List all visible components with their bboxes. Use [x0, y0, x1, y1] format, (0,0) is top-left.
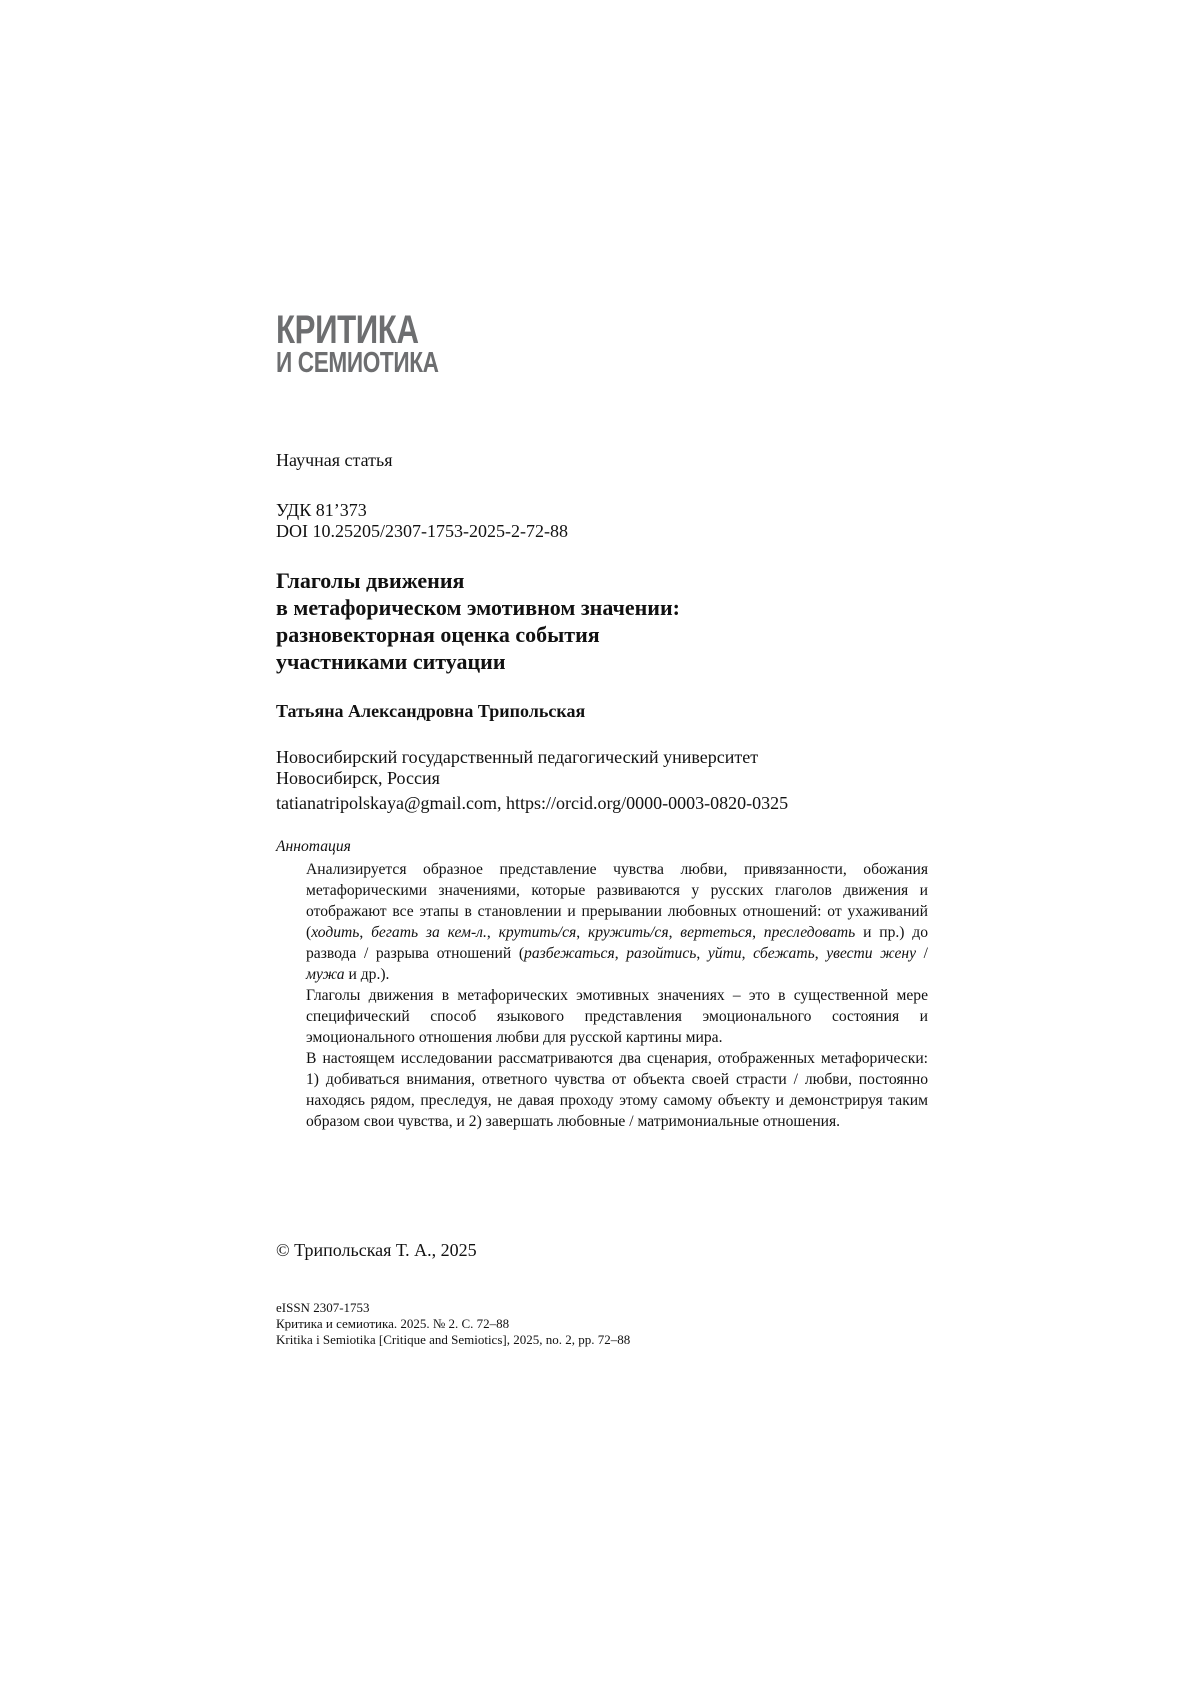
abstract-text: ,: [576, 924, 588, 941]
abstract-example-verb: кружить/ся: [588, 924, 669, 941]
abstract-example-verb: уйти: [707, 945, 742, 962]
citation-ru: Критика и семиотика. 2025. № 2. С. 72–88: [276, 1316, 510, 1331]
abstract-paragraph-2: Глаголы движения в метафорических эмотивных значениях – это в существенной мере специфический способ языкового представления эмоционального состояния и эмоционального отношения любви для русской картины мира.: [306, 987, 928, 1046]
abstract-example-verb: крутить/ся: [498, 924, 577, 941]
abstract-text: ,: [668, 924, 681, 941]
abstract-example-verb: разбежаться: [524, 945, 615, 962]
udk: УДК 81’373: [276, 500, 367, 520]
eissn: eISSN 2307-1753: [276, 1300, 370, 1315]
abstract-text: ,: [614, 945, 627, 962]
abstract-example-verb: бегать за кем-л.: [371, 924, 487, 941]
title-line: в метафорическом эмотивном значении:: [276, 595, 680, 620]
abstract-text: и др.).: [344, 966, 390, 983]
abstract-paragraph-1: [306, 859, 928, 985]
title-line: участниками ситуации: [276, 649, 506, 674]
abstract-example-verb: мужа: [306, 966, 345, 983]
abstract-example-verb: вертеться: [680, 924, 753, 941]
abstract-text: Анализируется образное представление чувства любви, привязанности, обожания метафорическими значениями, которые развиваются у русских глаголов движения и отображают все этапы в становлении и прерывании любовных отношений: от ухаживаний (: [306, 861, 928, 941]
abstract-heading: Аннотация: [276, 838, 351, 855]
author-contacts: tatianatripolskaya@gmail.com, https://orcid.org/0000-0003-0820-0325: [276, 793, 789, 813]
citation-en: Kritika i Semiotika [Critique and Semiotics], 2025, no. 2, pp. 72–88: [276, 1332, 631, 1347]
title-line: разновекторная оценка события: [276, 622, 600, 647]
abstract-text: ,: [696, 945, 708, 962]
author-name: Татьяна Александровна Трипольская: [276, 701, 586, 721]
abstract-paragraph-3: В настоящем исследовании рассматриваются два сценария, отображенных метафорически: 1) добиваться внимания, ответного чувства от объекта своей страсти / любви, постоянно находясь рядом, преследуя, не давая проходу этому самому объекту и демонстрируя таким образом свои чувства, и 2) завершать любовные / матримониальные отношения.: [306, 1050, 928, 1130]
abstract-text: /: [916, 945, 928, 962]
abstract-example-verb: ходить: [311, 924, 360, 941]
journal-logo-line2: И СЕМИОТИКА: [276, 347, 439, 379]
journal-logo-line1: КРИТИКА: [276, 308, 419, 352]
journal-logo: [276, 308, 484, 379]
abstract-example-verb: увести жену: [826, 945, 917, 962]
doi: DOI 10.25205/2307-1753-2025-2-72-88: [276, 521, 568, 541]
abstract-text: ,: [741, 945, 754, 962]
abstract-example-verb: преследовать: [763, 924, 856, 941]
affiliation-university: Новосибирский государственный педагогический университет: [276, 747, 759, 767]
article-title: [276, 567, 680, 675]
affiliation-city: Новосибирск, Россия: [276, 768, 440, 788]
abstract-text: ,: [359, 924, 372, 941]
publication-info: [276, 1300, 630, 1348]
abstract-body: [306, 859, 928, 1132]
abstract-example-verb: сбежать: [753, 945, 815, 962]
abstract-text: и пр.) до развода / разрыва отношений (: [306, 924, 928, 962]
copyright: © Трипольская Т. А., 2025: [276, 1240, 477, 1260]
abstract-text: ,: [814, 945, 827, 962]
abstract-example-verb: разойтись: [626, 945, 697, 962]
abstract-text: ,: [486, 924, 499, 941]
title-line: Глаголы движения: [276, 568, 465, 593]
abstract-text: ,: [752, 924, 764, 941]
article-type: Научная статья: [276, 450, 393, 470]
